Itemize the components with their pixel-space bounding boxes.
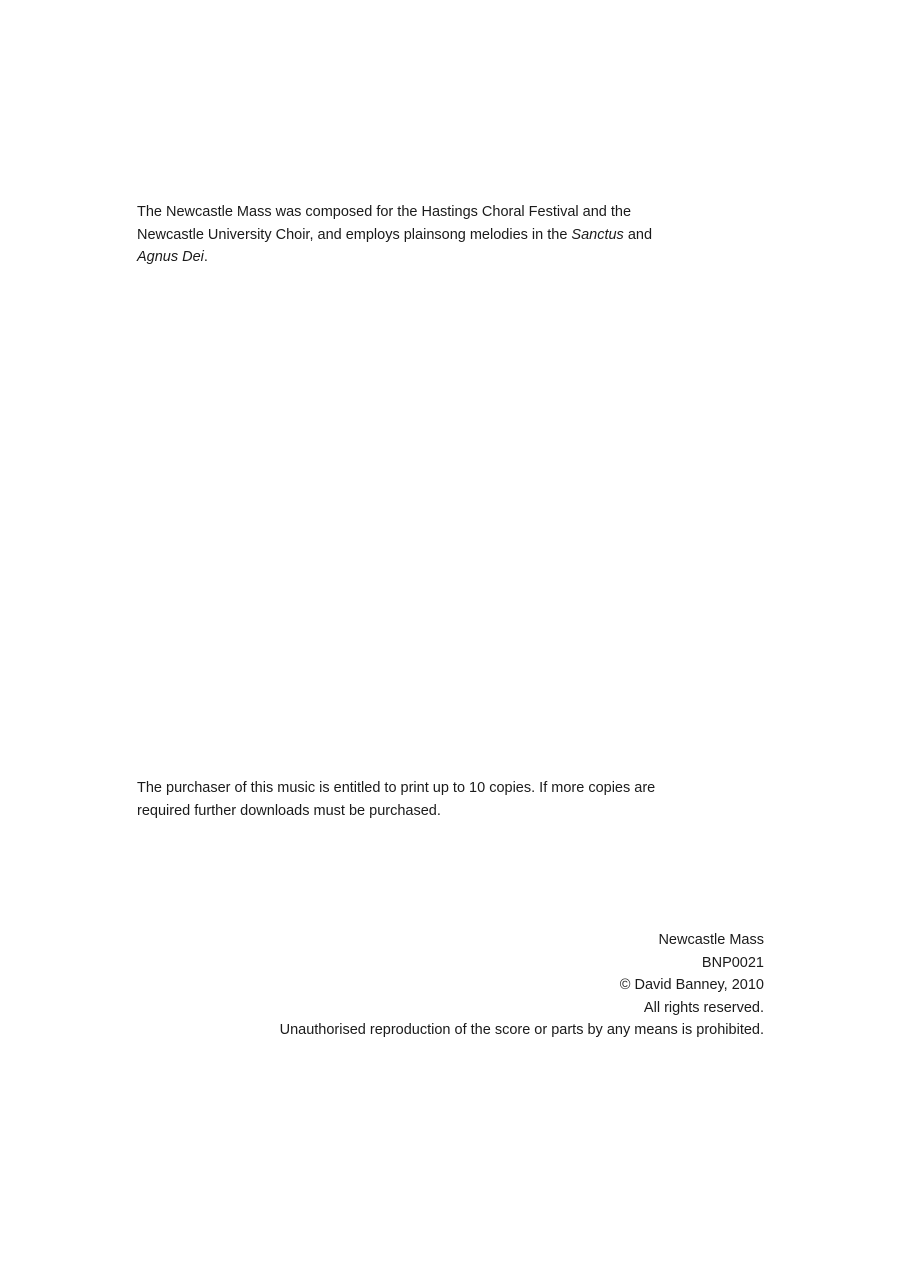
intro-line-2-end: and xyxy=(623,226,653,243)
intro-line-2 xyxy=(137,224,757,247)
copyright-line: © David Banney, 2010 xyxy=(619,977,764,993)
intro-line-3-end: . xyxy=(203,249,208,265)
rights-line: All rights reserved. xyxy=(643,999,764,1016)
colophon xyxy=(124,929,764,1042)
agnus-dei-title: Agnus Dei xyxy=(137,249,204,265)
sanctus-title: Sanctus xyxy=(571,226,624,243)
intro-line-2-text: Newcastle University Choir, and employs plainsong melodies in the xyxy=(137,226,572,243)
colophon-title: Newcastle Mass xyxy=(658,932,764,948)
intro-line-3 xyxy=(137,246,757,269)
copy-notice-paragraph xyxy=(137,777,777,822)
prohibition-line: Unauthorised reproduction of the score or parts by any means is prohibited. xyxy=(279,1022,764,1038)
intro-paragraph xyxy=(137,201,757,269)
notice-line-1: The purchaser of this music is entitled to print up to 10 copies. If more copies are xyxy=(137,780,656,796)
intro-line-1 xyxy=(137,201,757,224)
catalogue-number: BNP0021 xyxy=(701,954,764,971)
notice-line-2: required further downloads must be purchased. xyxy=(137,802,441,819)
intro-line-1-text: The Newcastle Mass was composed for the Hastings Choral Festival and the xyxy=(137,204,632,220)
